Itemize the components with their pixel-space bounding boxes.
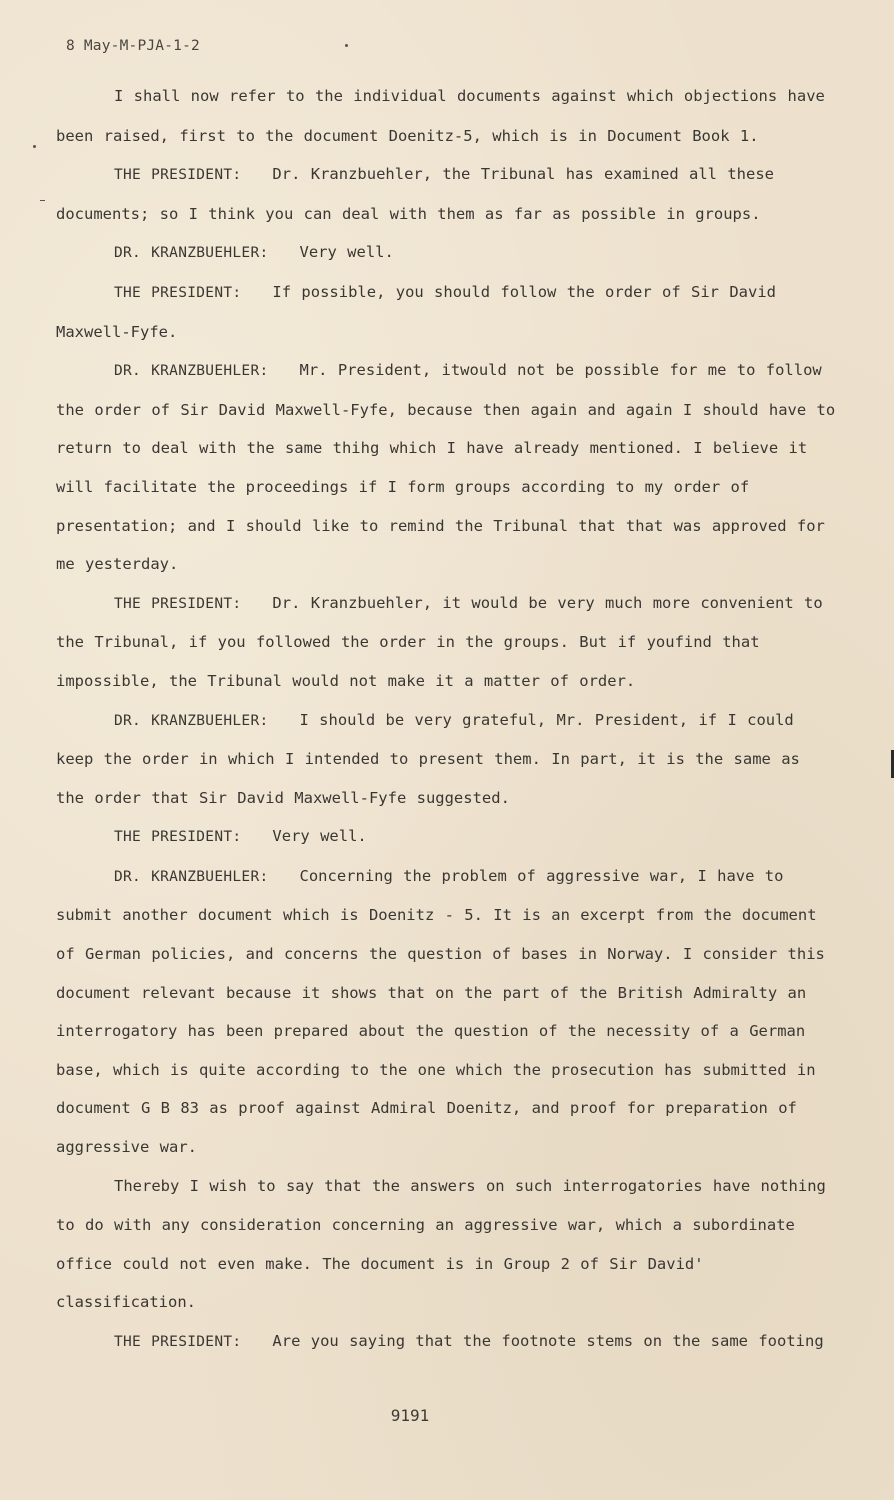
transcript-body (56, 77, 836, 1362)
paper-speck (345, 44, 348, 47)
speaker-label: DR. KRANZBUEHLER: (114, 363, 269, 380)
paper-speck (33, 145, 36, 148)
paragraph-text: Dr. Kranzbuehler, it would be very much more convenient to the Tribunal, if you followed the order in the groups. But if youfind that impossible, the Tribunal would not make it a matter of order. (56, 593, 823, 690)
page-reference: 8 May-M-PJA-1-2 (66, 38, 200, 54)
transcript-paragraph (56, 584, 836, 701)
page-number: 9191 (390, 1406, 430, 1425)
paragraph-text: Dr. Kranzbuehler, the Tribunal has examined all these documents; so I think you can deal with them as far as possible in groups. (56, 165, 775, 223)
speaker-label: THE PRESIDENT: (114, 829, 242, 846)
speaker-label: DR. KRANZBUEHLER: (114, 245, 269, 262)
speaker-label: THE PRESIDENT: (114, 284, 242, 301)
transcript-paragraph (56, 77, 836, 155)
paragraph-text: If possible, you should follow the order of Sir David Maxwell-Fyfe. (56, 282, 777, 341)
paragraph-text: Mr. President, itwould not be possible for me to follow the order of Sir David Maxwell-Fyfe, because then again and again I should have to return to deal with the same thihg which I have already mentioned. I believe it will facilitate the proceedings if I form groups according to my order of presentation; and I should like to remind the Tribunal that that was approved for me yesterday. (56, 361, 836, 574)
paragraph-text: Are you saying that the footnote stems on the same footing (272, 1332, 824, 1350)
paper-speck (40, 200, 45, 201)
transcript-paragraph (56, 701, 836, 818)
paragraph-text: Thereby I wish to say that the answers on such interrogatories have nothing to do with any consideration concerning an aggressive war, which a subordinate office could not even make. The document is in Group 2 of Sir David' classification. (56, 1176, 826, 1312)
transcript-paragraph (56, 155, 836, 233)
speaker-label: DR. KRANZBUEHLER: (114, 868, 269, 885)
speaker-label: THE PRESIDENT: (114, 167, 242, 184)
transcript-paragraph (56, 1322, 836, 1362)
paragraph-text: I shall now refer to the individual documents against which objections have been raised, first to the document Doenitz-5, which is in Document Book 1. (56, 87, 825, 145)
transcript-paragraph (56, 233, 836, 273)
speaker-label: THE PRESIDENT: (114, 1334, 242, 1350)
speaker-label: THE PRESIDENT: (114, 595, 242, 612)
transcript-paragraph (56, 857, 836, 1167)
paragraph-text: I should be very grateful, Mr. President, if I could keep the order in which I intended to present them. In part, it is the same as the order that Sir David Maxwell-Fyfe suggested. (56, 710, 800, 807)
paragraph-text: Very well. (299, 243, 394, 262)
speaker-label: DR. KRANZBUEHLER: (114, 712, 269, 729)
paragraph-text: Concerning the problem of aggressive war, I have to submit another document which is Doenitz - 5. It is an excerpt from the document of German policies, and concerns the question of bases in Norway. I consider this document relevant because it shows that on the part of the British Admiralty an interrogatory has been prepared about the question of the necessity of a German base, which is quite according to the one which the prosecution has submitted in document G B 83 as proof against Admiral Doenitz, and proof for preparation of aggressive war. (56, 866, 825, 1157)
paragraph-text: Very well. (272, 827, 367, 846)
transcript-paragraph (56, 273, 836, 351)
transcript-paragraph (56, 817, 836, 857)
transcript-paragraph (56, 1167, 836, 1322)
transcript-paragraph (56, 351, 836, 584)
